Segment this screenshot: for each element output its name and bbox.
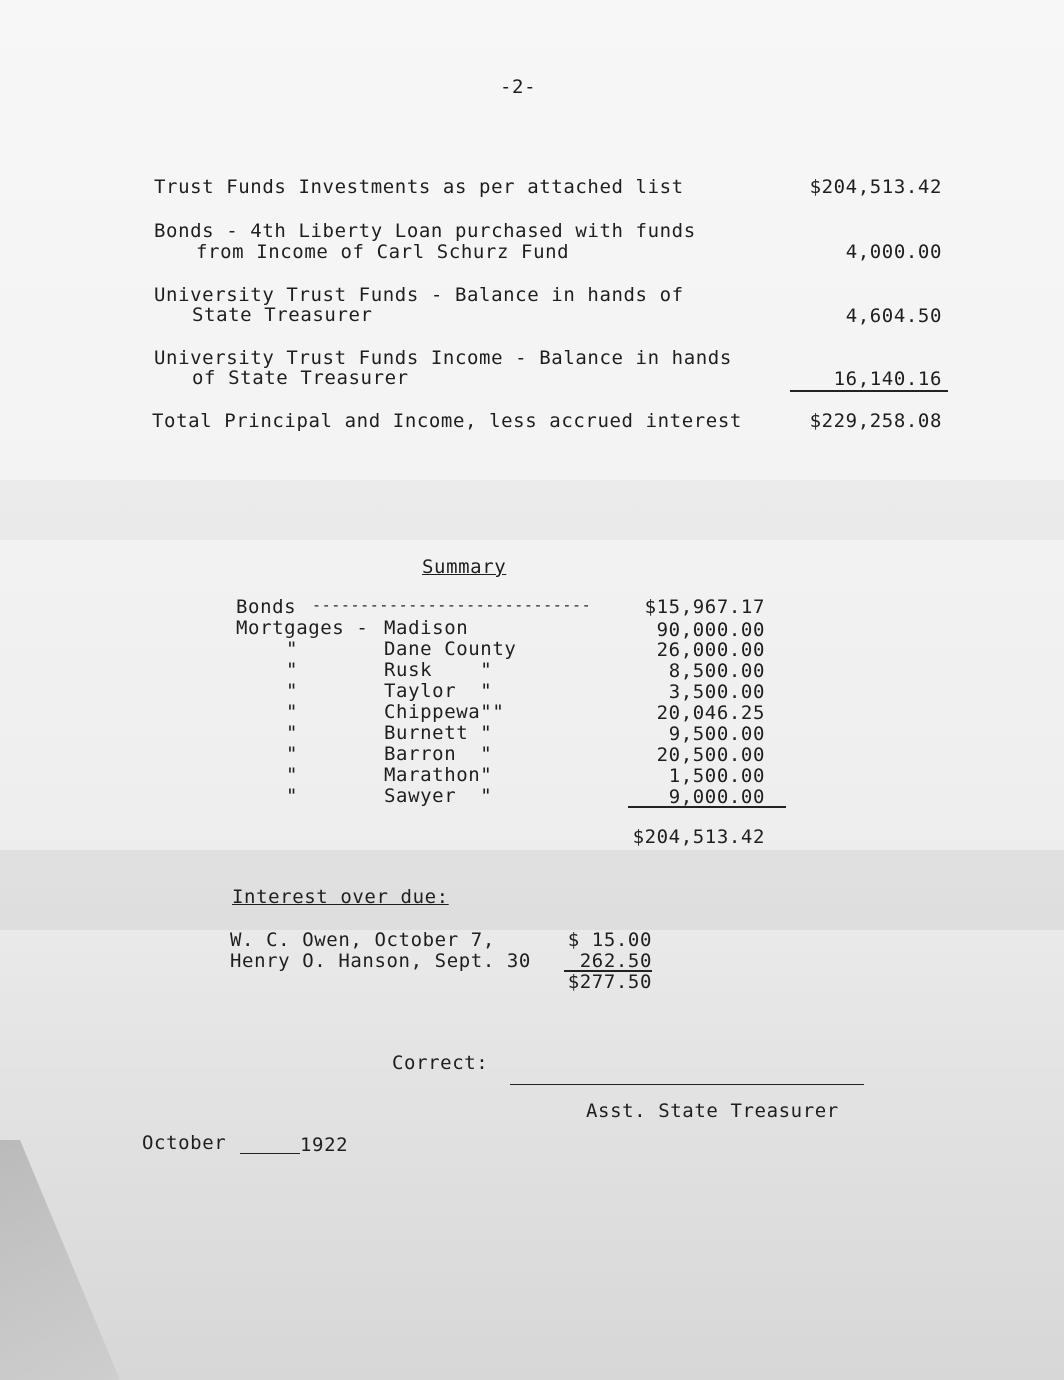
mortgage-county: Rusk "	[384, 659, 493, 681]
account-label: University Trust Funds - Balance in hands of	[154, 284, 684, 306]
subtotal-rule	[790, 390, 948, 392]
account-label-cont: of State Treasurer	[192, 367, 409, 389]
bonds-amount: $15,967.17	[644, 596, 765, 618]
mortgage-amount: 9,000.00	[668, 786, 765, 808]
mortgage-amount: 26,000.00	[656, 639, 765, 661]
mortgage-county: Dane County	[384, 638, 517, 660]
account-amount: 4,000.00	[845, 241, 942, 263]
ditto-mark: "	[286, 764, 299, 786]
folded-corner-shadow	[0, 1140, 120, 1380]
mortgage-county: Madison	[384, 617, 469, 639]
ditto-mark: "	[286, 659, 299, 681]
mortgage-amount: 9,500.00	[668, 723, 765, 745]
summary-total: $204,513.42	[632, 826, 765, 848]
mortgage-amount: 1,500.00	[668, 765, 765, 787]
date-year: 1922	[300, 1134, 349, 1156]
ditto-mark: "	[286, 638, 299, 660]
account-amount: 16,140.16	[833, 368, 942, 390]
account-label: Bonds - 4th Liberty Loan purchased with funds	[154, 220, 696, 242]
account-amount: 4,604.50	[845, 305, 942, 327]
mortgage-county: Taylor "	[384, 680, 493, 702]
ditto-mark: "	[286, 680, 299, 702]
account-label-cont: from Income of Carl Schurz Fund	[196, 241, 570, 263]
mortgage-amount: 8,500.00	[668, 660, 765, 682]
bonds-label: Bonds	[236, 596, 297, 618]
ditto-mark: "	[286, 785, 299, 807]
page-number: -2-	[500, 76, 537, 98]
mortgage-county: Burnett "	[384, 722, 493, 744]
account-label-cont: State Treasurer	[192, 304, 373, 326]
interest-item-label: Henry O. Hanson, Sept. 30	[230, 950, 531, 972]
ditto-mark: "	[286, 743, 299, 765]
ditto-mark: "	[286, 722, 299, 744]
mortgage-amount: 20,500.00	[656, 744, 765, 766]
mortgage-county: Marathon"	[384, 764, 493, 786]
mortgage-amount: 90,000.00	[656, 619, 765, 641]
signature-line	[510, 1084, 864, 1085]
summary-heading: Summary	[422, 556, 507, 578]
ditto-mark: "	[286, 701, 299, 723]
mortgage-amount: 3,500.00	[668, 681, 765, 703]
interest-item-amount: 262.50	[579, 950, 652, 972]
interest-heading: Interest over due:	[232, 886, 449, 908]
date-blank-line	[240, 1153, 300, 1154]
mortgage-amount: 20,046.25	[656, 702, 765, 724]
mortgages-label: Mortgages -	[236, 617, 369, 639]
total-label: Total Principal and Income, less accrued interest	[152, 410, 742, 432]
interest-item-label: W. C. Owen, October 7,	[230, 929, 495, 951]
total-amount: $229,258.08	[809, 410, 942, 432]
interest-total: $277.50	[567, 971, 652, 993]
account-label: Trust Funds Investments as per attached list	[154, 176, 684, 198]
mortgage-county: Sawyer "	[384, 785, 493, 807]
bonds-leader: -----------------------------	[312, 596, 592, 614]
interest-item-amount: $ 15.00	[567, 929, 652, 951]
signature-title: Asst. State Treasurer	[586, 1100, 839, 1122]
correct-label: Correct:	[392, 1052, 489, 1074]
summary-total-rule	[628, 806, 786, 808]
account-amount: $204,513.42	[809, 176, 942, 198]
date-month: October	[142, 1132, 227, 1154]
account-label: University Trust Funds Income - Balance in hands	[154, 347, 732, 369]
mortgage-county: Barron "	[384, 743, 493, 765]
mortgage-county: Chippewa""	[384, 701, 505, 723]
